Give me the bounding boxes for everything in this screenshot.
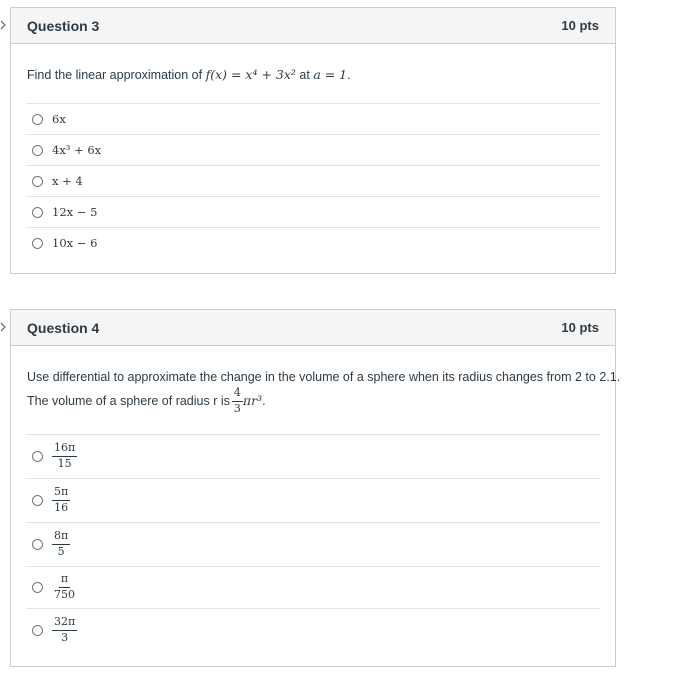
volume-formula-tail: πr³ xyxy=(242,392,263,408)
fraction-numerator: 8π xyxy=(52,530,70,545)
fraction-denominator: 15 xyxy=(57,457,72,470)
answer-label: 6x xyxy=(52,112,66,126)
radio-button[interactable] xyxy=(32,114,43,125)
volume-formula-fraction xyxy=(232,387,243,415)
function-expression: f(x) = x⁴ + 3x² xyxy=(205,67,296,82)
answer-option[interactable] xyxy=(26,196,600,227)
fraction-denominator: 3 xyxy=(61,631,69,644)
answer-fraction xyxy=(52,486,70,514)
fraction-denominator: 3 xyxy=(233,401,241,415)
question-4-prompt-line1: Use differential to approximate the change in the volume of a sphere when its radius changes from 2 to 2.1. xyxy=(27,370,621,384)
answer-label: 4x³ + 6x xyxy=(52,143,102,157)
question-points: 10 pts xyxy=(561,320,599,335)
question-title: Question 3 xyxy=(27,17,100,34)
fraction-numerator: 4 xyxy=(232,387,243,402)
answer-fraction xyxy=(52,442,77,470)
question-3-prompt: Find the linear approximation of f(x) = x⁴ + 3x² at a = 1. xyxy=(27,67,351,82)
answer-option[interactable] xyxy=(26,227,600,258)
fraction-numerator: π xyxy=(59,573,70,588)
fraction-denominator: 16 xyxy=(54,501,69,514)
answer-option[interactable] xyxy=(26,165,600,196)
question-3-answers xyxy=(26,103,600,259)
question-4-answers xyxy=(26,434,600,654)
question-3-header xyxy=(11,8,615,44)
question-points: 10 pts xyxy=(561,18,599,33)
answer-option[interactable] xyxy=(26,103,600,134)
question-title: Question 4 xyxy=(27,319,100,336)
answer-fraction xyxy=(52,616,77,644)
question-3-card xyxy=(10,7,616,274)
answer-option[interactable] xyxy=(26,478,600,522)
question-4-header xyxy=(11,310,615,346)
answer-option[interactable] xyxy=(26,434,600,478)
fraction-denominator: 750 xyxy=(54,588,75,601)
question-4-prompt-line2: The volume of a sphere of radius r is $\frac{4}{3}$ πr³ . xyxy=(27,386,266,415)
radio-button[interactable] xyxy=(32,582,43,593)
answer-option[interactable] xyxy=(26,134,600,165)
fraction-denominator: 5 xyxy=(57,545,65,558)
answer-label: x + 4 xyxy=(52,174,83,188)
radio-button[interactable] xyxy=(32,145,43,156)
answer-label: 12x − 5 xyxy=(52,205,98,219)
radio-button[interactable] xyxy=(32,625,43,636)
question-3-collapse-arrow-icon[interactable] xyxy=(0,20,6,30)
answer-option[interactable] xyxy=(26,522,600,566)
fraction-numerator: 16π xyxy=(52,442,77,457)
fraction-numerator: 32π xyxy=(52,616,77,631)
radio-button[interactable] xyxy=(32,539,43,550)
answer-option[interactable] xyxy=(26,608,600,652)
radio-button[interactable] xyxy=(32,207,43,218)
fraction-numerator: 5π xyxy=(52,486,70,501)
answer-label: 10x − 6 xyxy=(52,236,98,250)
question-4-card xyxy=(10,309,621,667)
answer-option[interactable] xyxy=(26,566,600,608)
radio-button[interactable] xyxy=(32,495,43,506)
answer-fraction xyxy=(52,573,77,601)
answer-fraction xyxy=(52,530,70,558)
question-4-collapse-arrow-icon[interactable] xyxy=(0,322,6,332)
radio-button[interactable] xyxy=(32,176,43,187)
radio-button[interactable] xyxy=(32,451,43,462)
point-expression: a = 1 xyxy=(313,67,348,82)
radio-button[interactable] xyxy=(32,238,43,249)
